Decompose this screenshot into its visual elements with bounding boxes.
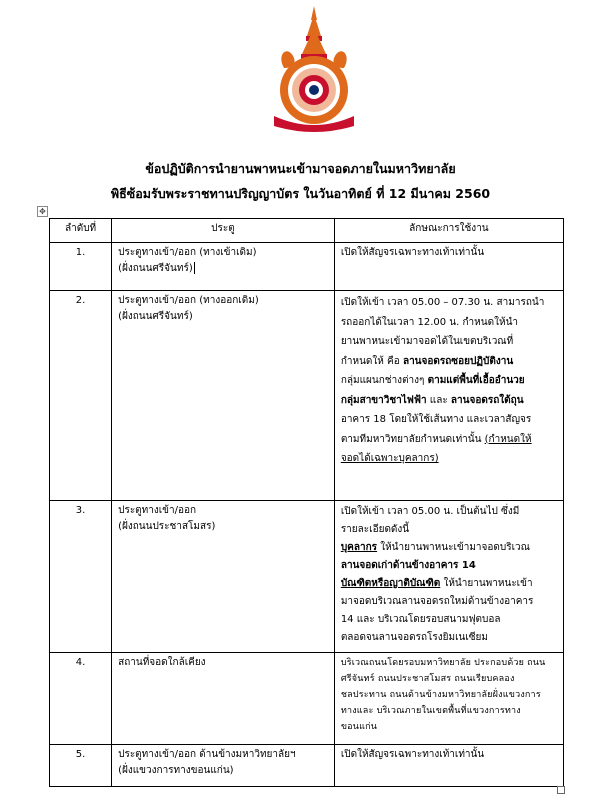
parking-zone-name: กลุ่มสาขาวิชาไฟฟ้า: [340, 394, 427, 406]
usage-line: เปิดให้เข้า เวลา 05.00 น. เป็นต้นไป ซึ่งมี: [340, 506, 520, 517]
usage-line: [341, 391, 557, 411]
header-number: ลำดับที่: [50, 219, 112, 243]
parking-rules-table: [49, 218, 564, 787]
gate-location: (ฝั่งแขวงการทางขอนแก่น): [118, 765, 234, 776]
usage-text: เปิดให้สัญจรเฉพาะทางเท้าเท่านั้น: [340, 247, 485, 258]
usage-text: กลุ่มแผนกช่างต่างๆ: [340, 375, 428, 386]
usage-line: [341, 371, 557, 391]
row-number: 1.: [50, 243, 112, 291]
parking-zone-name: ลานจอดรถใต้ถุน: [450, 394, 524, 406]
gate-cell[interactable]: [112, 501, 335, 653]
usage-text: ให้นำยานพาหนะเข้า: [440, 578, 533, 589]
usage-cell[interactable]: [334, 653, 563, 745]
usage-text: เปิดให้สัญจรเฉพาะทางเท้าเท่านั้น: [340, 749, 485, 760]
usage-text: ตามทีมหาวิทยาลัยกำหนดเท่านั้น: [340, 433, 485, 445]
usage-line: ชลประทาน ถนนด้านข้างมหาวิทยาลัยฝั่งแขวงการ: [340, 690, 541, 700]
usage-text: และ: [426, 394, 451, 406]
usage-text: กำหนดให้ คือ: [340, 355, 403, 367]
table-row: [50, 745, 564, 787]
header-usage: ลักษณะการใช้งาน: [334, 219, 563, 243]
usage-line: ตลอดจนลานจอดรถโรงยิมเนเซียม: [340, 632, 488, 643]
table-row: [50, 653, 564, 745]
usage-line: [341, 539, 557, 557]
text-cursor: [194, 262, 195, 274]
university-logo: [268, 6, 360, 134]
parking-zone-name: ลานจอดเก่าด้านข้างอาคาร 14: [340, 560, 476, 571]
usage-emphasis: ตามแต่พื้นที่เอื้ออำนวย: [427, 375, 525, 386]
gate-name: ประตูทางเข้า/ออก (ทางออกเดิม): [118, 295, 259, 306]
staff-label: บุคลากร: [340, 542, 378, 553]
document-title-line1: ข้อปฏิบัติการนำยานพาหนะเข้ามาจอดภายในมหาวิทยาลัย: [145, 161, 456, 176]
table-move-handle-icon[interactable]: ✥: [37, 206, 48, 217]
gate-location: (ฝั่งถนนศรีจันทร์): [118, 311, 193, 322]
gate-name: ประตูทางเข้า/ออก ด้านข้างมหาวิทยาลัยฯ: [118, 749, 296, 760]
table-resize-handle[interactable]: [557, 786, 565, 794]
gate-location: (ฝั่งถนนประชาสโมสร): [118, 521, 216, 532]
usage-line: รายละเอียดดังนี้: [340, 524, 410, 535]
table-row: [50, 243, 564, 291]
gate-cell[interactable]: [112, 745, 335, 787]
table-header-row: [50, 219, 564, 243]
parking-zone-name: ลานจอดรถซอยปฏิบัติงาน: [402, 355, 514, 367]
row-number: 4.: [50, 653, 112, 745]
usage-line: รถออกได้ในเวลา 12.00 น. กำหนดให้นำ: [340, 316, 519, 328]
usage-text: ให้นำยานพาหนะเข้ามาจอดบริเวณ: [377, 542, 530, 553]
usage-line: ขอนแก่น: [340, 722, 378, 732]
table-row: [50, 501, 564, 653]
document-title-line2: พิธีซ้อมรับพระราชทานปริญญาบัตร ในวันอาทิตย์ ที่ 12 มีนาคม 2560: [110, 186, 491, 201]
header-gate: ประตู: [112, 219, 335, 243]
row-number: 3.: [50, 501, 112, 653]
usage-line: 14 และ บริเวณโดยรอบสนามฟุตบอล: [340, 614, 501, 625]
usage-line: มาจอดบริเวณลานจอดรถใหม่ด้านข้างอาคาร: [340, 596, 534, 607]
row-number: 2.: [50, 291, 112, 501]
usage-line: [341, 430, 557, 450]
usage-cell[interactable]: [334, 501, 563, 653]
usage-line: [341, 575, 557, 593]
usage-cell[interactable]: [334, 745, 563, 787]
usage-cell[interactable]: [334, 243, 563, 291]
usage-line: บริเวณถนนโดยรอบมหาวิทยาลัย ประกอบด้วย ถนน: [340, 658, 546, 668]
usage-line: ยานพาหนะเข้ามาจอดได้ในเขตบริเวณที่: [340, 336, 514, 347]
usage-line: ศรีจันทร์ ถนนประชาสโมสร ถนนเรียบคลอง: [340, 674, 515, 684]
staff-only-note: (กำหนดให้: [484, 433, 532, 445]
gate-name: ประตูทางเข้า/ออก: [118, 505, 197, 516]
usage-line: [341, 352, 557, 372]
staff-only-note: จอดได้เฉพาะบุคลากร): [340, 453, 439, 464]
usage-line: เปิดให้เข้า เวลา 05.00 – 07.30 น. สามารถนำ: [340, 297, 545, 308]
gate-name: ประตูทางเข้า/ออก (ทางเข้าเดิม): [118, 247, 257, 258]
usage-line: อาคาร 18 โดยให้ใช้เส้นทาง และเวลาสัญจร: [340, 414, 532, 425]
gate-cell[interactable]: [112, 243, 335, 291]
row-number: 5.: [50, 745, 112, 787]
usage-cell[interactable]: [334, 291, 563, 501]
graduate-label: บัณฑิตหรือญาติบัณฑิต: [340, 578, 441, 589]
table-row: [50, 291, 564, 501]
gate-name: สถานที่จอดใกล้เคียง: [118, 657, 206, 668]
usage-line: ทางและ บริเวณภายในเขตพื้นที่แขวงการทาง: [340, 706, 521, 716]
gate-cell[interactable]: [112, 291, 335, 501]
gate-cell[interactable]: [112, 653, 335, 745]
gate-location: (ฝั่งถนนศรีจันทร์): [118, 263, 193, 274]
